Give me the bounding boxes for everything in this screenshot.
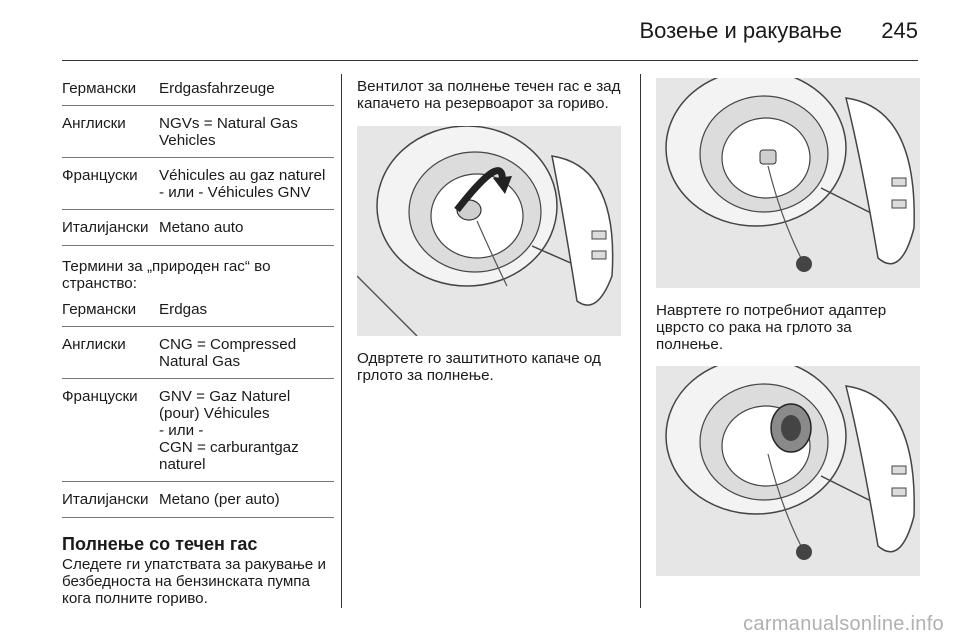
body-paragraph: Вентилот за полнење течен гас е зад капачето на резервоарот за гориво. [357,78,621,112]
term-cell: CNG = Compressed Natural Gas [159,327,334,379]
page-number: 245 [881,18,918,43]
table-row [62,327,334,379]
terms-table-2 [62,301,334,518]
lang-cell: Германски [62,301,159,327]
lang-cell: Англиски [62,106,159,158]
column-middle [357,78,625,384]
table-row [62,210,334,246]
page-header-title: Возење и ракување [639,18,842,43]
term-cell: Metano auto [159,210,334,246]
header-rule [62,60,918,61]
column-divider [341,74,342,608]
term-cell: Véhicules au gaz naturel - или - Véhicules GNV [159,158,334,210]
intro-paragraph: Термини за „природен гас“ во странство: [62,258,271,292]
fuel-filler-cap-illustration [357,126,621,336]
table-row [62,106,334,158]
term-cell: Erdgas [159,301,334,327]
lang-cell: Француски [62,158,159,210]
column-divider [640,74,641,608]
section-heading: Полнење со течен гас [62,534,258,554]
watermark: carmanualsonline.info [743,613,944,635]
table-row [62,158,334,210]
lang-cell: Француски [62,379,159,482]
column-left [62,80,334,607]
term-cell: NGVs = Natural Gas Vehicles [159,106,334,158]
figure-caption: Навртете го потребниот адаптер цврсто со рака на грлото за полнење. [656,302,887,353]
table-row [62,80,334,106]
fuel-filler-valve-illustration [656,78,920,288]
table-row [62,482,334,518]
section-body: Следете ги упатствата за ракување и безбедноста на бензинската пумпа кога полните гориво. [62,556,326,607]
figure-caption: Одвртете го заштитното капаче од грлото за полнење. [357,350,601,384]
term-cell: Erdgasfahrzeuge [159,80,334,106]
lang-cell: Италијански [62,210,159,246]
lang-cell: Германски [62,80,159,106]
column-right [656,78,920,576]
lang-cell: Италијански [62,482,159,518]
adapter-mounted-illustration [656,366,920,576]
table-row [62,379,334,482]
term-cell: Metano (per auto) [159,482,334,518]
lang-cell: Англиски [62,327,159,379]
term-cell: GNV = Gaz Naturel (pour) Véhicules - или - CGN = carburantgaz naturel [159,379,334,482]
table-row [62,301,334,327]
terms-table-1 [62,80,334,246]
